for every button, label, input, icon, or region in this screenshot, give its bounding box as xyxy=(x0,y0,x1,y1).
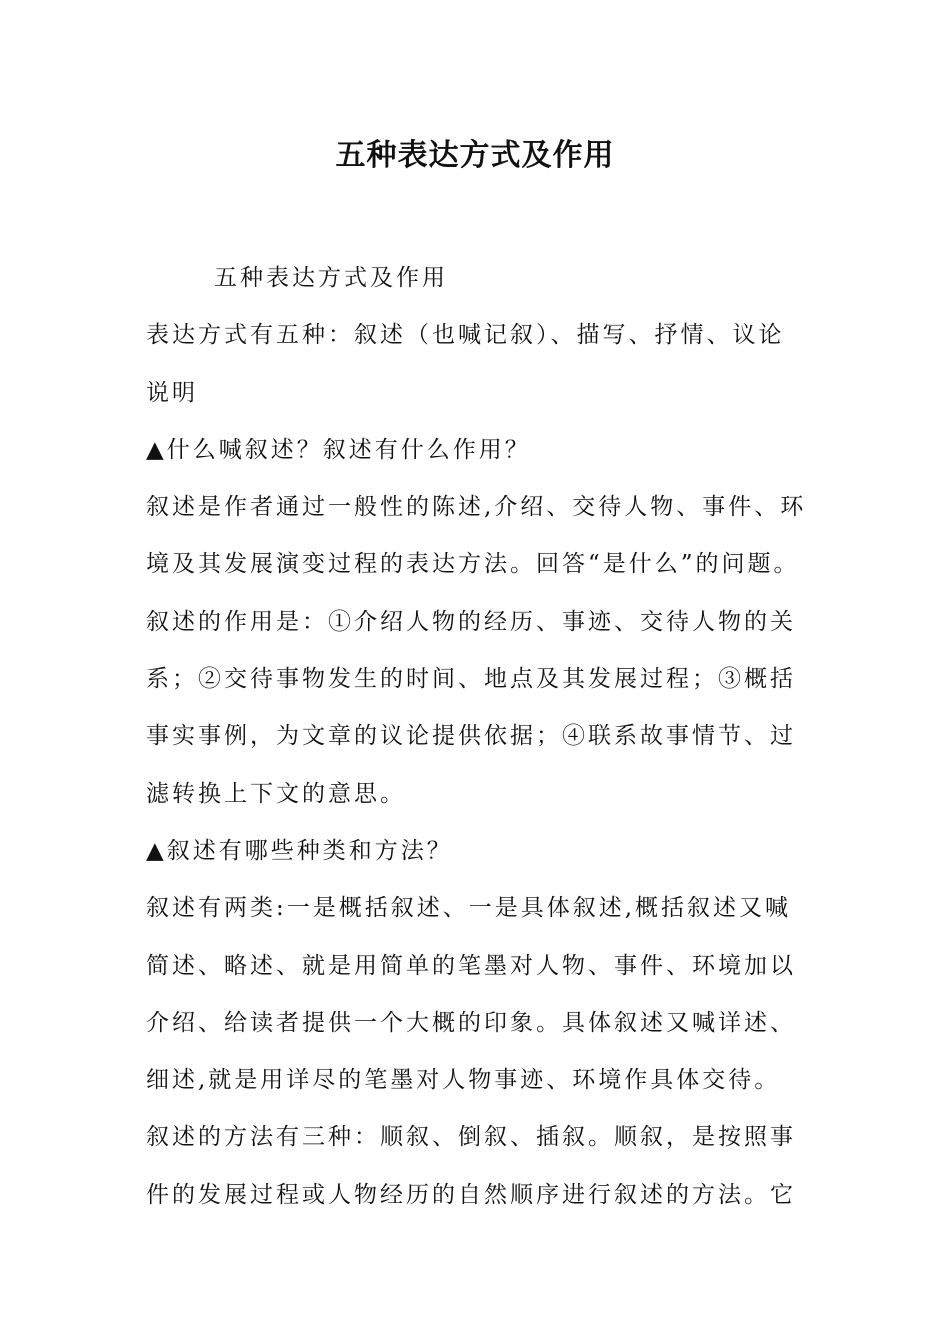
text-line: 介绍、给读者提供一个大概的印象。具体叙述又喊详述、 xyxy=(146,1009,796,1036)
text-line: 件的发展过程或人物经历的自然顺序进行叙述的方法。它 xyxy=(146,1181,796,1208)
subtitle-line: 五种表达方式及作用 xyxy=(214,265,448,291)
question-heading: ▲什么喊叙述？叙述有什么作用？ xyxy=(146,436,531,463)
text-line: 事实事例，为文章的议论提供依据；④联系故事情节、过 xyxy=(146,723,796,750)
text-line: 简述、略述、就是用简单的笔墨对人物、事件、环境加以 xyxy=(146,952,796,979)
document-title: 五种表达方式及作用 xyxy=(335,138,615,173)
question-heading: ▲叙述有哪些种类和方法？ xyxy=(146,837,453,864)
text-line: 叙述是作者通过一般性的陈述,介绍、交待人物、事件、环 xyxy=(146,494,807,521)
text-line: 系；②交待事物发生的时间、地点及其发展过程；③概括 xyxy=(146,666,796,693)
text-line: 境及其发展演变过程的表达方法。回答“是什么”的问题。 xyxy=(146,551,800,578)
text-line: 叙述的方法有三种：顺叙、倒叙、插叙。顺叙，是按照事 xyxy=(146,1124,796,1151)
text-line: 说明 xyxy=(146,379,198,406)
text-line: 叙述的作用是：①介绍人物的经历、事迹、交待人物的关 xyxy=(146,608,796,635)
document-body xyxy=(146,250,806,1224)
text-line: 细述,就是用详尽的笔墨对人物事迹、环境作具体交待。 xyxy=(146,1067,781,1094)
text-line: 叙述有两类:一是概括叙述、一是具体叙述,概括叙述又喊 xyxy=(146,895,792,922)
text-line: 表达方式有五种：叙述（也喊记叙）、描写、抒情、议论 xyxy=(146,322,785,349)
text-line: 滤转换上下文的意思。 xyxy=(146,780,406,807)
